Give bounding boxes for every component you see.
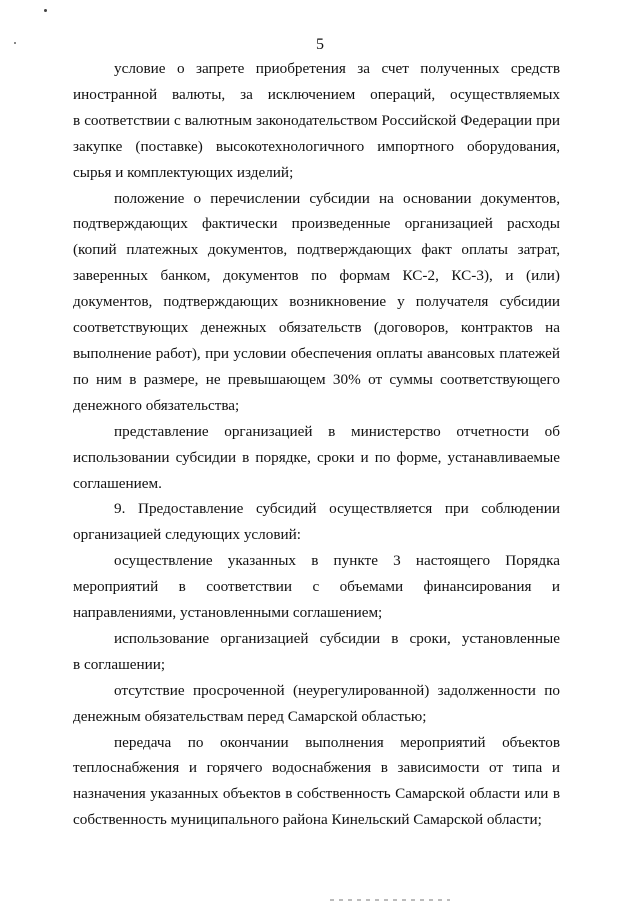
- text-line: организацией следующих условий:: [73, 526, 301, 544]
- text-line: положение о перечислении субсидии на основании документов,: [114, 189, 560, 207]
- paragraph: [73, 730, 560, 834]
- text-line: 9. Предоставление субсидий осуществляется при соблюдении: [114, 500, 560, 518]
- document-body: [73, 56, 560, 833]
- text-line: сырья и комплектующих изделий;: [73, 163, 294, 181]
- paragraph: [73, 548, 560, 626]
- text-line: закупке (поставке) высокотехнологичного импортного оборудования,: [73, 137, 560, 155]
- text-line: иностранной валюты, за исключением операций, осуществляемых: [73, 85, 560, 103]
- text-line: представление организацией в министерство отчетности об: [114, 422, 560, 440]
- paragraph: [73, 186, 560, 419]
- text-line: соответствующих денежных обязательств (договоров, контрактов на: [73, 319, 560, 337]
- text-line: передача по окончании выполнения мероприятий объектов: [114, 733, 560, 751]
- text-line: подтверждающих фактически произведенные организацией расходы: [73, 215, 560, 233]
- scan-artifact-dot: [44, 9, 47, 12]
- text-line: документов, подтверждающих возникновение у получателя субсидии: [73, 293, 560, 311]
- text-line: направлениями, установленными соглашением;: [73, 604, 383, 622]
- text-line: использовании субсидии в порядке, сроки и по форме, устанавливаемые: [73, 448, 560, 466]
- text-line: (копий платежных документов, подтверждающих факт оплаты затрат,: [73, 241, 560, 259]
- text-line: денежным обязательствам перед Самарской областью;: [73, 707, 427, 725]
- paragraph: [73, 626, 560, 678]
- paragraph: [73, 678, 560, 730]
- paragraph: [73, 419, 560, 497]
- text-line: использование организацией субсидии в сроки, установленные: [114, 629, 560, 647]
- text-line: условие о запрете приобретения за счет полученных средств: [114, 60, 560, 77]
- text-line: назначения указанных объектов в собственность Самарской области или в: [73, 785, 560, 803]
- text-line: денежного обязательства;: [73, 396, 240, 414]
- text-line: соглашением.: [73, 474, 162, 492]
- scan-artifact-line: [330, 899, 450, 901]
- text-line: заверенных банком, документов по формам КС-2, КС-3), и (или): [73, 267, 560, 285]
- text-line: в соответствии с валютным законодательством Российской Федерации при: [73, 111, 560, 129]
- text-line: теплоснабжения и горячего водоснабжения в зависимости от типа и: [73, 759, 560, 777]
- paragraph: [73, 496, 560, 548]
- text-line: осуществление указанных в пункте 3 настоящего Порядка: [114, 552, 560, 570]
- page-number: 5: [316, 36, 324, 53]
- text-line: мероприятий в соответствии с объемами финансирования и: [73, 578, 560, 596]
- text-line: в соглашении;: [73, 655, 166, 673]
- text-line: выполнение работ), при условии обеспечения оплаты авансовых платежей: [73, 344, 560, 362]
- paragraph: [73, 56, 560, 186]
- text-line: собственность муниципального района Кинельский Самарской области;: [73, 811, 542, 829]
- text-line: отсутствие просроченной (неурегулированной) задолженности по: [114, 681, 560, 699]
- text-line: по ним в размере, не превышающем 30% от суммы соответствующего: [73, 370, 560, 388]
